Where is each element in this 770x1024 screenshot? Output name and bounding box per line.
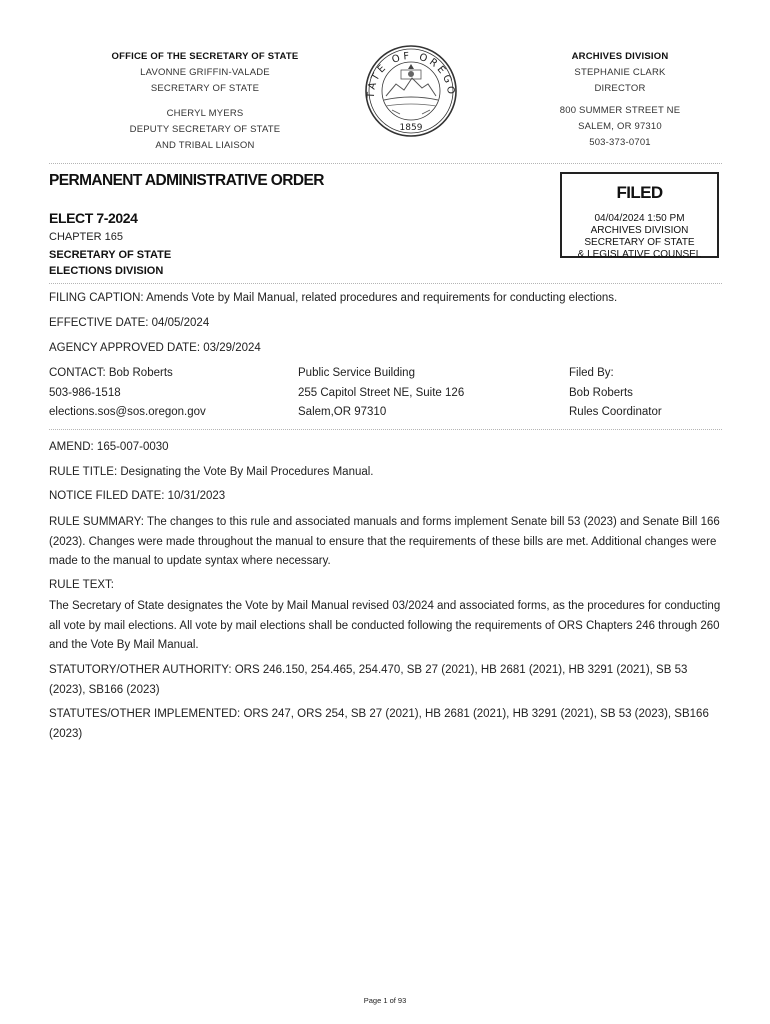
filed-line-1: ARCHIVES DIVISION	[590, 225, 689, 236]
phone: 503-373-0701	[589, 137, 651, 148]
order-number: ELECT 7-2024	[49, 210, 138, 226]
effective-date: EFFECTIVE DATE: 04/05/2024	[49, 317, 210, 329]
divider	[49, 283, 722, 284]
building-street: 255 Capitol Street NE, Suite 126	[298, 386, 465, 399]
agency: SECRETARY OF STATE	[49, 249, 172, 261]
chapter: CHAPTER 165	[49, 231, 123, 243]
agency-approved-date: AGENCY APPROVED DATE: 03/29/2024	[49, 342, 261, 354]
amend: AMEND: 165-007-0030	[49, 441, 169, 453]
filing-caption: FILING CAPTION: Amends Vote by Mail Manual, related procedures and requirements for conducting elections.	[49, 292, 618, 304]
statutes-implemented: STATUTES/OTHER IMPLEMENTED: ORS 247, ORS 254, SB 27 (2021), HB 2681 (2021), HB 3291 (2021), SB 53 (2023), SB166 (2023)	[49, 708, 709, 740]
filed-line-2: SECRETARY OF STATE	[584, 237, 695, 248]
page-number: Page 1 of 93	[363, 996, 407, 1005]
filed-title: FILED	[616, 183, 663, 202]
office-name: OFFICE OF THE SECRETARY OF STATE	[111, 51, 299, 62]
building-name: Public Service Building	[298, 367, 415, 379]
filed-stamp	[560, 172, 719, 258]
svg-text:STATE OF OREGON: TATE OF OREGO	[365, 50, 457, 99]
filed-by-label: Filed By:	[569, 367, 614, 379]
contact-email[interactable]: elections.sos@sos.oregon.gov	[49, 406, 206, 418]
contact-name: CONTACT: Bob Roberts	[49, 367, 173, 379]
filed-datetime: 04/04/2024 1:50 PM	[594, 213, 685, 224]
header-right-block	[520, 49, 720, 151]
building-column	[298, 364, 464, 423]
address-line-2: SALEM, OR 97310	[578, 121, 662, 132]
division: ELECTIONS DIVISION	[49, 265, 164, 277]
contact-phone: 503-986-1518	[49, 386, 121, 399]
seal-year: 1859	[399, 123, 423, 133]
oregon-state-seal-icon	[356, 44, 466, 138]
filed-line-3: & LEGISLATIVE COUNSEL	[577, 249, 702, 260]
filed-by-role: Rules Coordinator	[569, 406, 662, 418]
header-left-block	[95, 49, 315, 154]
divider	[49, 163, 722, 164]
deputy-name: CHERYL MYERS	[166, 108, 244, 119]
deputy-title: DEPUTY SECRETARY OF STATE	[129, 124, 281, 135]
director-title: DIRECTOR	[594, 83, 646, 94]
deputy-title-2: AND TRIBAL LIAISON	[155, 140, 255, 151]
secretary-title: SECRETARY OF STATE	[150, 83, 260, 94]
rule-summary: RULE SUMMARY: The changes to this rule and associated manuals and forms implement Senate bill 53 (2023) and Senate Bill 166 (2023). Changes were made throughout the manual to ensure that the requirements of these bills are met. Additional changes were made to the manual to update syntax where necessary.	[49, 516, 720, 567]
order-title: PERMANENT ADMINISTRATIVE ORDER	[49, 172, 324, 189]
statutory-authority: STATUTORY/OTHER AUTHORITY: ORS 246.150, 254.465, 254.470, SB 27 (2021), HB 2681 (2021), HB 3291 (2021), SB 53 (2023), SB166 (2023)	[49, 664, 688, 696]
rule-text: The Secretary of State designates the Vote by Mail Manual revised 03/2024 and associated forms, as the procedures for conducting all vote by mail elections. All vote by mail elections shall be conducted following the requirements of ORS Chapters 246 through 260 and the Vote By Mail Manual.	[49, 600, 721, 651]
filed-by-column	[569, 364, 662, 423]
director-name: STEPHANIE CLARK	[574, 67, 666, 78]
address-line-1: 800 SUMMER STREET NE	[559, 105, 681, 116]
filed-by-name: Bob Roberts	[569, 386, 633, 399]
building-city: Salem,OR 97310	[298, 406, 387, 418]
divider	[49, 429, 722, 430]
secretary-name: LAVONNE GRIFFIN-VALADE	[140, 67, 270, 78]
rule-title: RULE TITLE: Designating the Vote By Mail Procedures Manual.	[49, 466, 374, 478]
agency-block	[49, 247, 171, 279]
notice-filed-date: NOTICE FILED DATE: 10/31/2023	[49, 490, 226, 502]
archives-division: ARCHIVES DIVISION	[571, 51, 669, 62]
contact-column	[49, 364, 206, 423]
rule-text-label: RULE TEXT:	[49, 579, 114, 591]
